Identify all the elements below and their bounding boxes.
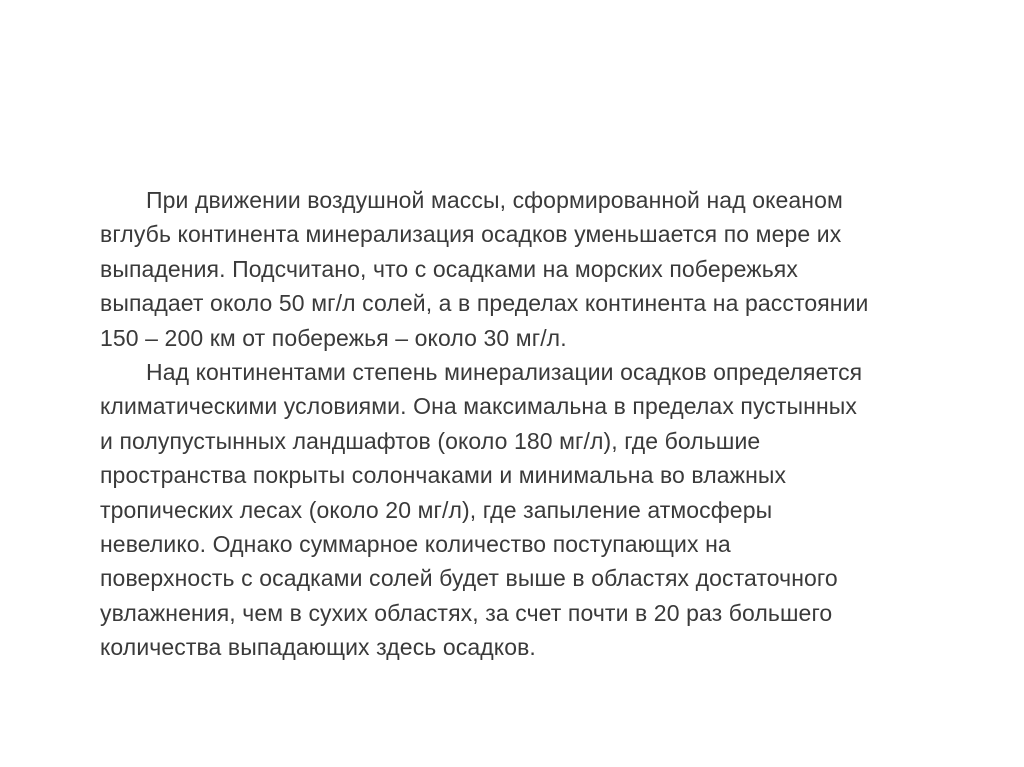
paragraph-line: пространства покрыты солончаками и минимальна во влажных — [100, 462, 787, 489]
paragraph-line: количества выпадающих здесь осадков. — [100, 634, 536, 661]
slide-text-body — [100, 183, 970, 665]
paragraph-line: 150 – 200 км от побережья – около 30 мг/л. — [100, 324, 567, 351]
paragraph-line: Над континентами степень минерализации осадков определяется — [146, 359, 863, 386]
paragraph-line: и полупустынных ландшафтов (около 180 мг/л), где большие — [100, 427, 761, 454]
paragraph-line: невелико. Однако суммарное количество поступающих на — [100, 531, 731, 558]
paragraph-line: поверхность с осадками солей будет выше в областях достаточного — [100, 565, 838, 592]
paragraph-line: тропических лесах (около 20 мг/л), где запыление атмосферы — [100, 496, 773, 523]
paragraph-line: выпадает около 50 мг/л солей, а в пределах континента на расстоянии — [100, 290, 869, 317]
paragraph-line: выпадения. Подсчитано, что с осадками на морских побережьях — [100, 255, 798, 282]
paragraph-line: увлажнения, чем в сухих областях, за счет почти в 20 раз большего — [100, 599, 833, 626]
paragraph-line: вглубь континента минерализация осадков уменьшается по мере их — [100, 221, 842, 248]
paragraph-2 — [100, 355, 970, 665]
paragraph-1 — [100, 183, 970, 355]
paragraph-line: климатическими условиями. Она максимальна в пределах пустынных — [100, 393, 858, 420]
paragraph-line: При движении воздушной массы, сформированной над океаном — [146, 187, 843, 213]
